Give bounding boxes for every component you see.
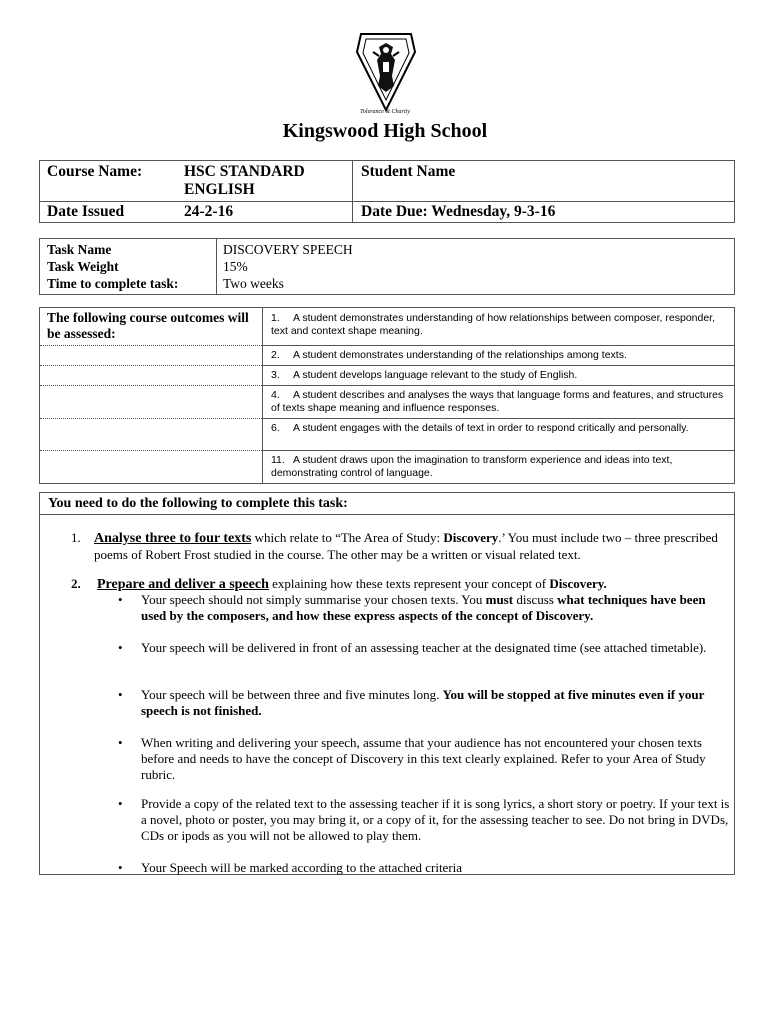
outcome-item: 1. A student demonstrates understanding of how relationships between composer, responder, text and context shape meaning. [263, 308, 735, 346]
task-name-label: Task Name [47, 242, 112, 257]
bullet-icon: • [118, 687, 123, 702]
task-weight-value: 15% [223, 259, 248, 274]
school-crest-logo [355, 30, 417, 112]
course-name-label: Course Name: [40, 161, 181, 202]
task-values [217, 239, 735, 295]
outcome-item: 11. A student draws upon the imagination to transform experience and ideas into text, demonstrating control of language. [263, 451, 735, 484]
task-1-number: 1. [71, 530, 81, 545]
school-motto: Tolerance & Charity [360, 109, 410, 115]
date-issued-label: Date Issued [40, 202, 181, 223]
outcomes-table [39, 307, 735, 484]
course-name-line-1: HSC STANDARD [184, 163, 305, 180]
outcome-item: 6. A student engages with the details of text in order to respond critically and personally. [263, 419, 735, 451]
course-name-line-2: ENGLISH [184, 181, 255, 198]
bullet-icon: • [118, 592, 123, 607]
task-info-table [39, 238, 735, 295]
outcome-item: 3. A student develops language relevant to the study of English. [263, 366, 735, 386]
bullet-text: Your speech will be delivered in front of an assessing teacher at the designated time (see attached timetable). [141, 640, 707, 655]
task-labels [40, 239, 217, 295]
school-name: Kingswood High School [282, 120, 488, 142]
task-weight-label: Task Weight [47, 259, 119, 274]
bullet-text: When writing and delivering your speech, assume that your audience has not encountered your chosen texts before and needs to have the concept of Discovery in this text clearly explained. Refer to your Area of Study rubric. [141, 735, 706, 782]
outcome-item: 2. A student demonstrates understanding of the relationships among texts. [263, 346, 735, 366]
bullet-icon: • [118, 796, 123, 811]
task-instructions-box [39, 492, 735, 875]
course-name-value [180, 161, 353, 202]
task-instructions-heading: You need to do the following to complete this task: [48, 496, 348, 511]
task-1-text: Analyse three to four texts which relate to “The Area of Study: Discovery.’ You must include two – three prescribed poems of Robert Frost studied in the course. The other may be a written or visual related text. [94, 530, 718, 562]
course-info-table [39, 160, 735, 223]
bullet-icon: • [118, 735, 123, 750]
bullet-text: Your Speech will be marked according to the attached criteria [141, 860, 463, 875]
bullet-icon: • [118, 640, 123, 655]
date-due: Date Due: Wednesday, 9-3-16 [353, 202, 735, 223]
student-name-label: Student Name [353, 161, 735, 202]
time-label: Time to complete task: [47, 276, 179, 291]
task-name-value: DISCOVERY SPEECH [223, 242, 353, 257]
task-2-text: Prepare and deliver a speech explaining how these texts represent your concept of Discovery. [97, 576, 607, 592]
time-value: Two weeks [223, 276, 284, 291]
bullet-text: Provide a copy of the related text to the assessing teacher if it is song lyrics, a short story or poetry. If your text is a novel, photo or poster, you may bring it, or a copy of it, for the assessing teacher to see. Do not bring in DVDs, CDs or ipods as you will not be allowed to play them. [141, 796, 730, 843]
bullet-text: Your speech will be between three and five minutes long. You will be stopped at five minutes even if your speech is not finished. [141, 687, 705, 718]
task-2-number: 2. [71, 576, 81, 591]
bullet-text: Your speech should not simply summarise your chosen texts. You must discuss what techniques have been used by the composers, and how these express aspects of the concept of Discovery. [141, 592, 706, 623]
outcomes-heading: The following course outcomes will be assessed: [40, 308, 263, 346]
date-issued-value: 24-2-16 [180, 202, 353, 223]
bullet-icon: • [118, 860, 123, 875]
outcome-item: 4. A student describes and analyses the ways that language forms and features, and structures of texts shape meaning and influence responses. [263, 386, 735, 419]
divider [40, 514, 734, 515]
